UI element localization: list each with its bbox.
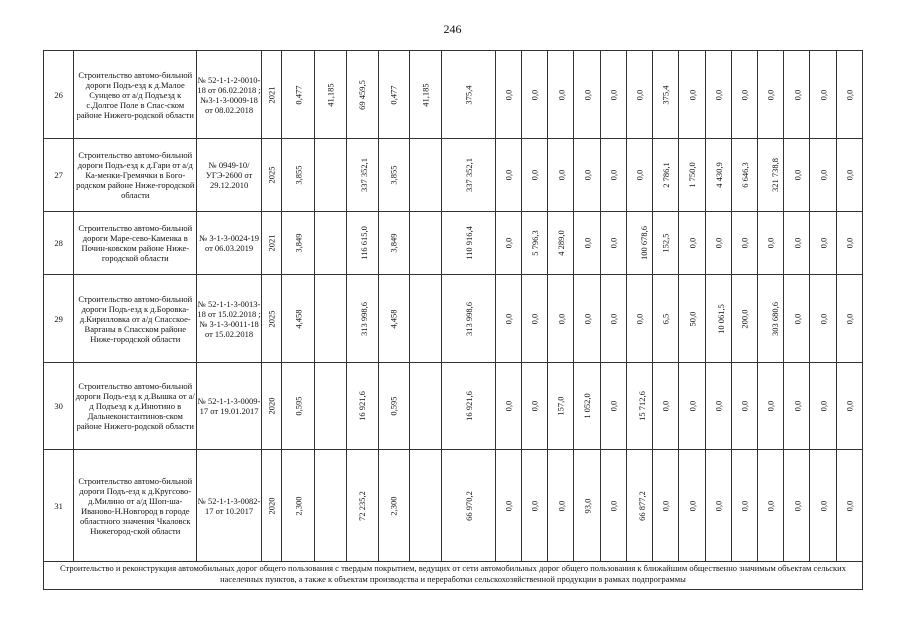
year-value-cell xyxy=(731,51,757,139)
cost2-cell-value: 66 970,2 xyxy=(463,490,474,521)
year-value-cell-value: 4 430,9 xyxy=(713,162,724,188)
year-value-cell xyxy=(548,275,574,363)
year-value-cell xyxy=(784,51,810,139)
year-value-cell-value: 0,0 xyxy=(608,313,619,324)
year-value-cell-value: 0,0 xyxy=(582,313,593,324)
row-number-cell: 30 xyxy=(44,363,74,450)
year-value-cell-value: 93,0 xyxy=(582,498,593,513)
year-value-cell xyxy=(679,212,705,275)
year-value-cell xyxy=(810,212,836,275)
expertise-doc-cell: № 3-1-3-0024-19 от 06.03.2019 xyxy=(197,212,262,275)
year-value-cell xyxy=(574,450,600,562)
extra-cell-value: 41,185 xyxy=(325,82,336,107)
year-value-cell xyxy=(731,212,757,275)
year-value-cell-value: 0,0 xyxy=(503,400,514,412)
year-value-cell xyxy=(679,139,705,212)
year-cell xyxy=(261,51,281,139)
year-value-cell xyxy=(810,139,836,212)
cost-cell xyxy=(346,363,378,450)
year-value-cell xyxy=(522,275,548,363)
year-value-cell xyxy=(784,212,810,275)
year-value-cell-value: 0,0 xyxy=(555,169,566,181)
year-value-cell xyxy=(653,363,679,450)
year-value-cell-value: 0,0 xyxy=(634,169,645,181)
year-value-cell xyxy=(758,363,784,450)
year-value-cell-value: 321 738,8 xyxy=(770,158,780,192)
year-value-cell-value: 6,5 xyxy=(660,313,671,324)
year-value-cell xyxy=(600,363,626,450)
year-value-cell xyxy=(653,212,679,275)
year-value-cell-value: 0,0 xyxy=(818,313,829,324)
length2-cell xyxy=(378,212,409,275)
cost2-cell xyxy=(442,139,495,212)
year-cell xyxy=(261,450,281,562)
year-value-cell-value: 0,0 xyxy=(529,89,540,100)
length2-cell-value: 4,458 xyxy=(388,308,399,329)
year-value-cell xyxy=(784,363,810,450)
year-value-cell xyxy=(653,51,679,139)
year-value-cell xyxy=(653,450,679,562)
length2-cell-value: 2,300 xyxy=(388,495,399,516)
row-number-cell: 27 xyxy=(44,139,74,212)
extra-cell xyxy=(315,51,346,139)
year-cell-value: 2021 xyxy=(266,86,277,103)
year-value-cell xyxy=(626,212,652,275)
expertise-doc-cell: № 52-1-1-3-0013-18 от 15.02.2018 ; № 3-1-3-0011-18 от 15.02.2018 xyxy=(197,275,262,363)
year-cell xyxy=(261,139,281,212)
year-value-cell xyxy=(522,363,548,450)
year-value-cell-value: 0,0 xyxy=(608,500,619,511)
extra-cell xyxy=(315,363,346,450)
year-value-cell-value: 152,5 xyxy=(660,233,671,253)
year-value-cell-value: 0,0 xyxy=(660,500,671,511)
cost-cell xyxy=(346,450,378,562)
table-row xyxy=(44,450,863,562)
extra2-cell xyxy=(410,212,442,275)
year-value-cell xyxy=(626,450,652,562)
year-value-cell xyxy=(626,363,652,450)
year-value-cell xyxy=(679,363,705,450)
length-cell-value: 3,849 xyxy=(293,233,304,253)
year-value-cell xyxy=(626,139,652,212)
year-cell-value: 2021 xyxy=(266,234,277,252)
object-name-cell: Строительство автомо-бильной дороги Подъ-езд к д.Вышка от а/д Подъезд к д.Инютино в Дальнеконстантинов-ском районе Нижего-родской области xyxy=(74,363,197,450)
length2-cell xyxy=(378,450,409,562)
year-value-cell xyxy=(784,275,810,363)
year-value-cell xyxy=(548,363,574,450)
year-value-cell-value: 0,0 xyxy=(608,89,619,100)
year-value-cell xyxy=(810,363,836,450)
year-value-cell xyxy=(495,363,521,450)
year-value-cell-value: 0,0 xyxy=(844,237,855,249)
year-value-cell xyxy=(731,450,757,562)
length-cell xyxy=(282,212,315,275)
table-row xyxy=(44,139,863,212)
year-value-cell-value: 0,0 xyxy=(503,237,514,249)
year-value-cell-value: 303 680,6 xyxy=(770,301,780,336)
year-value-cell xyxy=(705,363,731,450)
length-cell xyxy=(282,275,315,363)
year-value-cell-value: 0,0 xyxy=(765,89,776,100)
year-value-cell xyxy=(810,51,836,139)
year-value-cell-value: 0,0 xyxy=(791,313,802,324)
cost2-cell xyxy=(442,51,495,139)
year-value-cell xyxy=(836,363,862,450)
year-value-cell-value: 200,0 xyxy=(739,308,750,329)
year-value-cell-value: 10 061,5 xyxy=(715,303,726,334)
year-value-cell-value: 0,0 xyxy=(844,313,855,324)
cost2-cell xyxy=(442,450,495,562)
year-value-cell-value: 50,0 xyxy=(686,311,697,326)
length2-cell-value: 3,855 xyxy=(388,165,399,185)
year-value-cell xyxy=(784,139,810,212)
year-value-cell xyxy=(522,139,548,212)
length-cell-value: 0,595 xyxy=(293,396,304,416)
year-value-cell xyxy=(705,139,731,212)
year-value-cell xyxy=(705,51,731,139)
year-value-cell-value: 0,0 xyxy=(555,89,566,100)
object-name-cell: Строительство автомо-бильной дороги Подъ-езд к д.Боровка-д.Кирилловка от а/д Спасское-Варганы в Спасском районе Ниже-городской области xyxy=(74,275,197,363)
year-value-cell xyxy=(836,51,862,139)
year-value-cell xyxy=(548,450,574,562)
investment-table xyxy=(43,50,863,590)
year-value-cell-value: 0,0 xyxy=(713,400,724,412)
year-value-cell xyxy=(731,139,757,212)
table-row xyxy=(44,212,863,275)
year-value-cell-value: 0,0 xyxy=(529,500,540,511)
year-value-cell xyxy=(522,450,548,562)
year-value-cell-value: 0,0 xyxy=(818,169,829,181)
length2-cell xyxy=(378,363,409,450)
expertise-doc-cell: № 52-1-1-3-0009-17 от 19.01.2017 xyxy=(197,363,262,450)
year-value-cell-value: 0,0 xyxy=(503,169,514,181)
year-cell-value: 2020 xyxy=(266,497,277,514)
year-value-cell-value: 0,0 xyxy=(818,400,829,412)
year-value-cell xyxy=(784,450,810,562)
year-value-cell xyxy=(495,275,521,363)
year-value-cell xyxy=(653,139,679,212)
year-value-cell-value: 0,0 xyxy=(608,237,619,249)
year-value-cell-value: 0,0 xyxy=(739,237,750,249)
year-value-cell xyxy=(705,450,731,562)
section-footer-text: Строительство и реконструкция автомобильных дорог общего пользования с твердым покрытием, ведущих от сети автомобильных дорог общего пользования к ближайшим общественно значимым объектам сельских населенных пунктов, а также к объектам производства и переработки сельскохозяйственной продукции в рамках подпрограммы xyxy=(44,562,863,590)
year-value-cell-value: 0,0 xyxy=(713,237,724,249)
year-value-cell-value: 0,0 xyxy=(844,400,855,412)
cost2-cell xyxy=(442,212,495,275)
year-value-cell-value: 0,0 xyxy=(739,400,750,412)
year-value-cell xyxy=(600,139,626,212)
year-value-cell-value: 0,0 xyxy=(844,89,855,100)
year-value-cell-value: 1 750,0 xyxy=(687,162,698,188)
cost2-cell-value: 110 916,4 xyxy=(463,226,474,260)
length-cell xyxy=(282,450,315,562)
year-value-cell-value: 0,0 xyxy=(529,400,540,412)
year-value-cell xyxy=(758,51,784,139)
year-value-cell xyxy=(600,51,626,139)
cost-cell-value: 313 998,6 xyxy=(358,301,369,336)
year-cell xyxy=(261,212,281,275)
year-value-cell xyxy=(758,212,784,275)
year-value-cell-value: 0,0 xyxy=(555,500,566,511)
length-cell xyxy=(282,51,315,139)
year-value-cell-value: 0,0 xyxy=(503,89,514,100)
year-cell-value: 2025 xyxy=(266,166,277,184)
year-value-cell-value: 0,0 xyxy=(818,237,829,249)
extra2-cell xyxy=(410,51,442,139)
row-number-cell: 26 xyxy=(44,51,74,139)
length-cell-value: 2,300 xyxy=(293,495,304,516)
year-cell-value: 2020 xyxy=(266,397,277,415)
year-value-cell-value: 0,0 xyxy=(791,169,802,181)
table-row xyxy=(44,51,863,139)
year-value-cell-value: 0,0 xyxy=(686,500,697,511)
year-value-cell-value: 0,0 xyxy=(818,500,829,511)
year-value-cell xyxy=(495,51,521,139)
year-value-cell-value: 0,0 xyxy=(686,400,697,412)
year-value-cell xyxy=(574,212,600,275)
year-value-cell-value: 66 877,2 xyxy=(636,490,647,521)
object-name-cell: Строительство автомо-бильной дороги Подъ-езд к д.Малое Сунцево от а/д Подъезд к с.Долгое Поле в Спас-ском районе Нижего-родской области xyxy=(74,51,197,139)
year-value-cell xyxy=(836,275,862,363)
length-cell-value: 0,477 xyxy=(293,84,304,105)
year-value-cell xyxy=(758,450,784,562)
year-value-cell-value: 0,0 xyxy=(686,237,697,249)
cost-cell-value: 337 352,1 xyxy=(358,158,369,192)
year-value-cell xyxy=(574,139,600,212)
year-value-cell-value: 0,0 xyxy=(791,89,802,100)
year-value-cell-value: 0,0 xyxy=(739,89,750,100)
expertise-doc-cell: № 52-1-1-2-0010-18 от 06.02.2018 ; №3-1-3-0009-18 от 08.02.2018 xyxy=(197,51,262,139)
year-value-cell xyxy=(548,139,574,212)
year-value-cell xyxy=(626,275,652,363)
object-name-cell: Строительство автомо-бильной дороги Маре-сево-Каменка в Почин-ковском районе Ниже-городской области xyxy=(74,212,197,275)
year-cell-value: 2025 xyxy=(266,310,277,327)
year-cell xyxy=(261,363,281,450)
year-value-cell xyxy=(836,212,862,275)
year-value-cell xyxy=(548,212,574,275)
year-value-cell-value: 0,0 xyxy=(582,237,593,249)
year-value-cell-value: 15 712,6 xyxy=(636,391,647,421)
extra-cell xyxy=(315,275,346,363)
year-value-cell xyxy=(574,51,600,139)
year-value-cell-value: 5 796,3 xyxy=(529,230,540,256)
year-value-cell-value: 0,0 xyxy=(503,313,514,324)
year-value-cell xyxy=(758,275,784,363)
length2-cell-value: 0,595 xyxy=(388,396,399,416)
year-value-cell xyxy=(495,450,521,562)
year-value-cell-value: 1 052,0 xyxy=(582,393,593,419)
length2-cell xyxy=(378,51,409,139)
year-value-cell-value: 4 289,0 xyxy=(556,230,566,256)
length2-cell xyxy=(378,275,409,363)
length-cell-value: 4,458 xyxy=(293,308,304,329)
length2-cell xyxy=(378,139,409,212)
cost2-cell-value: 375,4 xyxy=(463,84,474,105)
year-value-cell-value: 0,0 xyxy=(765,400,776,412)
table-row xyxy=(44,275,863,363)
extra2-cell xyxy=(410,275,442,363)
year-value-cell xyxy=(495,212,521,275)
length2-cell-value: 0,477 xyxy=(388,84,399,105)
object-name-cell: Строительство автомо-бильной дороги Подъ-езд к д.Кругсово-д.Милино от а/д Шоп-ша-Иваново-Н.Новгород в городе областного значения Чкаловск Нижегород-ской области xyxy=(74,450,197,562)
year-value-cell-value: 0,0 xyxy=(555,313,566,324)
extra2-cell xyxy=(410,450,442,562)
year-cell xyxy=(261,275,281,363)
length-cell xyxy=(282,139,315,212)
year-value-cell-value: 0,0 xyxy=(660,400,671,412)
year-value-cell-value: 0,0 xyxy=(529,313,540,324)
year-value-cell xyxy=(574,275,600,363)
year-value-cell-value: 0,0 xyxy=(608,169,619,181)
year-value-cell xyxy=(626,51,652,139)
year-value-cell xyxy=(600,212,626,275)
year-value-cell xyxy=(836,139,862,212)
year-value-cell xyxy=(653,275,679,363)
cost-cell-value: 72 235,2 xyxy=(357,490,368,521)
year-value-cell-value: 0,0 xyxy=(739,500,750,511)
row-number-cell: 28 xyxy=(44,212,74,275)
extra-cell xyxy=(315,450,346,562)
year-value-cell-value: 0,0 xyxy=(844,500,855,511)
year-value-cell-value: 0,0 xyxy=(529,169,540,181)
year-value-cell xyxy=(679,51,705,139)
cost2-cell xyxy=(442,363,495,450)
year-value-cell xyxy=(810,450,836,562)
year-value-cell-value: 0,0 xyxy=(765,500,776,511)
extra2-cell xyxy=(410,363,442,450)
year-value-cell xyxy=(522,212,548,275)
year-value-cell xyxy=(731,275,757,363)
year-value-cell-value: 6 646,3 xyxy=(739,162,750,188)
cost-cell xyxy=(346,275,378,363)
section-footer-row xyxy=(44,562,863,590)
length-cell xyxy=(282,363,315,450)
year-value-cell-value: 0,0 xyxy=(844,169,855,181)
year-value-cell-value: 0,0 xyxy=(634,89,645,100)
cost-cell xyxy=(346,139,378,212)
year-value-cell-value: 0,0 xyxy=(818,89,829,100)
cost-cell-value: 69 459,5 xyxy=(357,79,368,110)
extra-cell xyxy=(315,139,346,212)
cost-cell-value: 16 921,6 xyxy=(357,391,368,421)
year-value-cell xyxy=(548,51,574,139)
table-row xyxy=(44,363,863,450)
length-cell-value: 3,855 xyxy=(293,165,304,185)
year-value-cell-value: 100 678,6 xyxy=(638,226,649,260)
year-value-cell-value: 157,0 xyxy=(555,396,566,416)
cost-cell xyxy=(346,51,378,139)
year-value-cell xyxy=(705,275,731,363)
cost2-cell-value: 16 921,6 xyxy=(463,391,474,421)
year-value-cell-value: 0,0 xyxy=(791,400,802,412)
expertise-doc-cell: № 52-1-1-3-0082-17 от 10.2017 xyxy=(197,450,262,562)
row-number-cell: 31 xyxy=(44,450,74,562)
cost-cell xyxy=(346,212,378,275)
year-value-cell xyxy=(836,450,862,562)
expertise-doc-cell: № 0949-10/УГЭ-2600 от 29.12.2010 xyxy=(197,139,262,212)
year-value-cell-value: 0,0 xyxy=(582,169,593,181)
year-value-cell xyxy=(574,363,600,450)
extra-cell xyxy=(315,212,346,275)
year-value-cell xyxy=(705,212,731,275)
year-value-cell xyxy=(758,139,784,212)
year-value-cell xyxy=(679,275,705,363)
year-value-cell-value: 375,4 xyxy=(660,84,671,105)
row-number-cell: 29 xyxy=(44,275,74,363)
year-value-cell xyxy=(600,450,626,562)
year-value-cell-value: 0,0 xyxy=(634,313,645,324)
page-number: 246 xyxy=(443,22,462,36)
cost2-cell-value: 313 998,6 xyxy=(463,301,474,336)
year-value-cell-value: 0,0 xyxy=(503,500,514,511)
year-value-cell-value: 0,0 xyxy=(791,500,802,511)
year-value-cell-value: 0,0 xyxy=(713,89,724,100)
cost-cell-value: 116 615,0 xyxy=(358,226,369,260)
object-name-cell: Строительство автомо-бильной дороги Подъ-езд к д.Гари от а/д Ка-менки-Гремячки в Бого-родском районе Ниже-городской области xyxy=(74,139,197,212)
year-value-cell-value: 2 786,1 xyxy=(660,162,671,188)
year-value-cell xyxy=(522,51,548,139)
extra2-cell-value: 41,185 xyxy=(420,82,431,107)
year-value-cell-value: 0,0 xyxy=(686,89,697,100)
cost2-cell-value: 337 352,1 xyxy=(463,158,474,192)
year-value-cell-value: 0,0 xyxy=(713,500,724,511)
length2-cell-value: 3,849 xyxy=(388,233,399,253)
year-value-cell-value: 0,0 xyxy=(582,89,593,100)
year-value-cell xyxy=(495,139,521,212)
year-value-cell-value: 0,0 xyxy=(791,237,802,249)
cost2-cell xyxy=(442,275,495,363)
year-value-cell xyxy=(679,450,705,562)
year-value-cell xyxy=(600,275,626,363)
year-value-cell xyxy=(810,275,836,363)
year-value-cell-value: 0,0 xyxy=(608,400,619,412)
extra2-cell xyxy=(410,139,442,212)
year-value-cell xyxy=(731,363,757,450)
year-value-cell-value: 0,0 xyxy=(765,237,776,249)
